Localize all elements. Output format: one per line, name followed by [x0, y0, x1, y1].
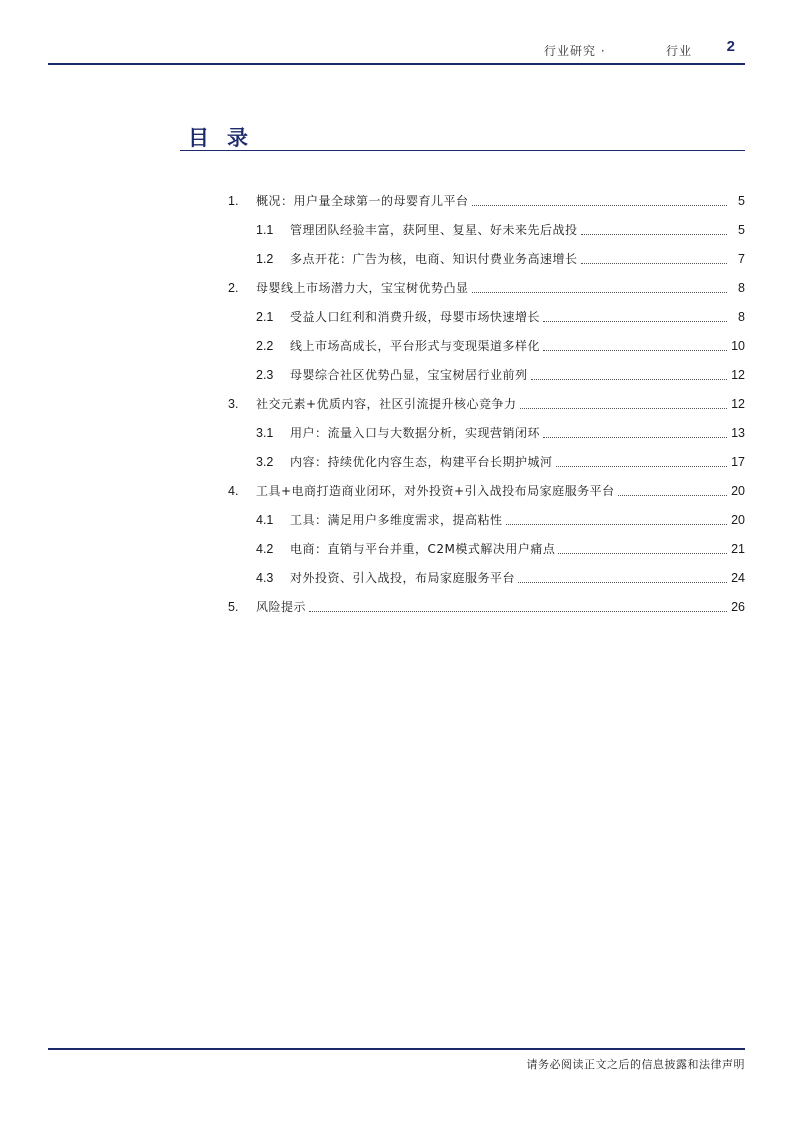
toc-entry-number: 4.3 — [256, 571, 274, 585]
toc-entry[interactable] — [256, 451, 745, 473]
toc-entry-title: 工具：满足用户多维度需求，提高粘性 — [290, 513, 503, 527]
title-rule — [180, 150, 745, 151]
toc-leader — [543, 436, 727, 438]
toc-entry-page: 24 — [731, 571, 745, 585]
toc-entry[interactable] — [256, 422, 745, 444]
toc-entry-page: 13 — [731, 426, 745, 440]
toc-entry[interactable] — [256, 306, 745, 328]
toc-entry-title: 母婴线上市场潜力大，宝宝树优势凸显 — [256, 281, 469, 295]
toc-leader — [309, 610, 727, 612]
header-label: 行业 — [666, 44, 693, 58]
toc-entry-page: 8 — [738, 310, 745, 324]
toc-entry-page: 8 — [738, 281, 745, 295]
toc-entry-page: 21 — [731, 542, 745, 556]
toc-leader — [581, 262, 727, 264]
toc-entry-number: 2. — [228, 281, 239, 295]
toc-entry-title: 母婴综合社区优势凸显，宝宝树居行业前列 — [290, 368, 528, 382]
toc-leader — [472, 204, 727, 206]
toc-entry-number: 4. — [228, 484, 239, 498]
toc-title: 目录 — [188, 126, 266, 150]
toc-entry-page: 10 — [731, 339, 745, 353]
toc-entry-title: 多点开花：广告为核，电商、知识付费业务高速增长 — [290, 252, 578, 266]
toc-entry[interactable] — [256, 538, 745, 560]
toc-entry[interactable] — [228, 480, 745, 502]
toc-entry-page: 12 — [731, 397, 745, 411]
toc-entry[interactable] — [256, 567, 745, 589]
toc-entry-number: 5. — [228, 600, 239, 614]
toc-leader — [520, 407, 727, 409]
toc-entry-number: 3.2 — [256, 455, 274, 469]
toc-entry-number: 2.2 — [256, 339, 274, 353]
toc-entry-page: 7 — [738, 252, 745, 266]
footer-rule — [48, 1048, 745, 1050]
toc-entry-page: 17 — [731, 455, 745, 469]
toc-entry[interactable] — [228, 277, 745, 299]
toc-entry-title: 社交元素+优质内容，社区引流提升核心竞争力 — [256, 397, 517, 411]
toc-entry-number: 2.1 — [256, 310, 274, 324]
toc-entry-title: 内容：持续优化内容生态，构建平台长期护城河 — [290, 455, 553, 469]
toc-entry-page: 12 — [731, 368, 745, 382]
toc-entry-title: 风险提示 — [256, 600, 307, 614]
toc-entry-title: 管理团队经验丰富，获阿里、复星、好未来先后战投 — [290, 223, 578, 237]
toc-leader — [472, 291, 727, 293]
toc-entry-number: 1.2 — [256, 252, 274, 266]
toc-entry-title: 对外投资、引入战投，布局家庭服务平台 — [290, 571, 516, 585]
toc-entry-title: 用户：流量入口与大数据分析，实现营销闭环 — [290, 426, 541, 440]
toc-leader — [581, 233, 727, 235]
toc-entry-page: 20 — [731, 513, 745, 527]
toc-entry-number: 3. — [228, 397, 239, 411]
toc-entry[interactable] — [256, 248, 745, 270]
toc-entry-number: 3.1 — [256, 426, 274, 440]
page-number: 2 — [726, 38, 735, 55]
header-rule — [48, 63, 745, 65]
toc-entry[interactable] — [256, 509, 745, 531]
toc-entry-title: 线上市场高成长，平台形式与变现渠道多样化 — [290, 339, 541, 353]
toc-entry-title: 电商：直销与平台并重，C2M模式解决用户痛点 — [290, 542, 556, 556]
toc-entry-number: 4.2 — [256, 542, 274, 556]
toc-entry-title: 工具+电商打造商业闭环，对外投资+引入战投布局家庭服务平台 — [256, 484, 615, 498]
toc-entry[interactable] — [256, 335, 745, 357]
toc-leader — [531, 378, 727, 380]
toc-entry[interactable] — [256, 364, 745, 386]
toc-entry-page: 26 — [731, 600, 745, 614]
toc-entry-number: 4.1 — [256, 513, 274, 527]
toc-leader — [543, 349, 727, 351]
toc-entry[interactable] — [228, 393, 745, 415]
toc-entry-title: 受益人口红利和消费升级，母婴市场快速增长 — [290, 310, 541, 324]
toc-leader — [556, 465, 727, 467]
toc-entry-number: 1.1 — [256, 223, 274, 237]
toc-leader — [543, 320, 727, 322]
toc-entry[interactable] — [228, 596, 745, 618]
page-header — [48, 38, 745, 64]
toc-leader — [518, 581, 727, 583]
toc-entry-page: 20 — [731, 484, 745, 498]
header-category: 行业研究 · — [544, 44, 606, 58]
toc-entry-title: 概况：用户量全球第一的母婴育儿平台 — [256, 194, 469, 208]
toc-entry-page: 5 — [738, 194, 745, 208]
footer-disclaimer: 请务必阅读正文之后的信息披露和法律声明 — [526, 1058, 745, 1071]
toc-entry[interactable] — [228, 190, 745, 212]
toc-entry-page: 5 — [738, 223, 745, 237]
toc-entry-number: 1. — [228, 194, 239, 208]
toc-leader — [506, 523, 727, 525]
toc-leader — [558, 552, 727, 554]
toc-entry-number: 2.3 — [256, 368, 274, 382]
toc-entry[interactable] — [256, 219, 745, 241]
toc-leader — [618, 494, 727, 496]
